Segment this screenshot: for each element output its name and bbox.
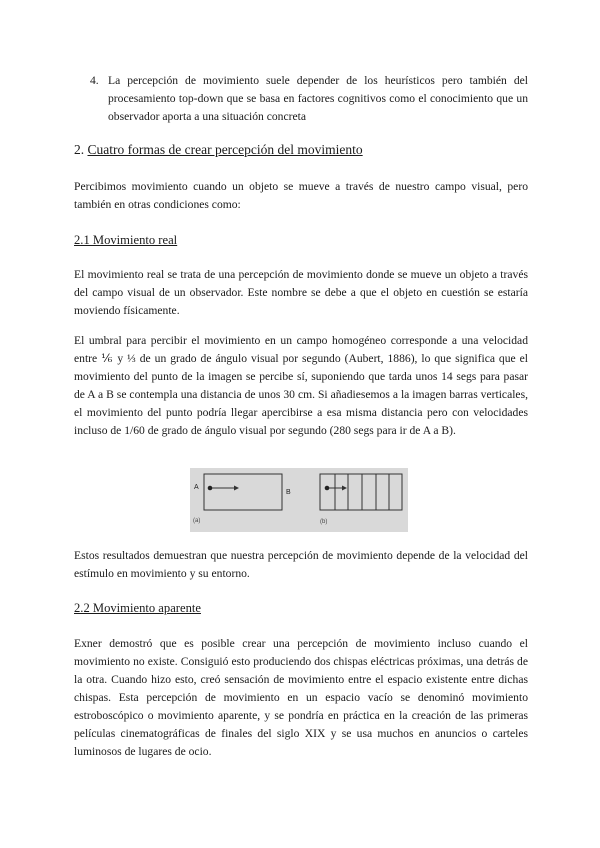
list-item [90,72,528,126]
motion-arrowhead-a [234,486,239,491]
label-a: A [194,484,199,491]
caption-a: (a) [193,518,201,524]
motion-figure [190,468,408,532]
moving-dot-b [325,486,330,491]
motion-figure-drawing [190,468,408,532]
field-rect-a [204,474,282,510]
subsection-heading-movimiento-aparente: 2.2 Movimiento aparente [74,601,201,615]
section-number: 2. [74,142,85,157]
section-title: Cuatro formas de crear percepción del movimiento [87,142,363,157]
paragraph-movimiento-real-1: El movimiento real se trata de una percepción de movimiento donde se mueve un objeto a través del campo visual de un observador. Este nombre se debe a que el objeto en cuestión se estaría moviendo físicamente. [74,268,528,317]
paragraph-movimiento-aparente: Exner demostró que es posible crear una percepción de movimiento incluso cuando el movimiento no existe. Consiguió esto produciendo dos chispas eléctricas próximas, una detrás de la otra. Cuando hizo esto, creó sensación de movimiento entre el espacio existente entre dichas chispas. Esta percepción de movimiento en un espacio vacío se denominó movimiento estroboscópico o movimiento aparente, y se pondría en práctica en la creación de las primeras películas cinematográficas de finales del siglo XIX y se usa muchos en anuncios o carteles luminosos de lugares de ocio. [74,637,528,758]
moving-dot-a [208,486,213,491]
subsection-heading-movimiento-real: 2.1 Movimiento real [74,233,178,247]
paragraph-movimiento-real-3: Estos resultados demuestran que nuestra percepción de movimiento depende de la velocidad del estímulo en movimiento y su entorno. [74,549,528,580]
label-b: B [286,489,291,496]
list-number: 4. [90,74,99,87]
list-text: La percepción de movimiento suele depender de los heurísticos pero también del procesamiento top-down que se basa en factores cognitivos como el conocimiento que un observador aporta a una situación concreta [108,74,528,123]
section-heading [74,142,363,158]
section-intro: Percibimos movimiento cuando un objeto se mueve a través de nuestro campo visual, pero también en otras condiciones como: [74,180,528,211]
motion-arrowhead-b [342,486,347,491]
field-rect-b [320,474,402,510]
paragraph-movimiento-real-2: El umbral para percibir el movimiento en un campo homogéneo corresponde a una velocidad entre ⅙ y ⅓ de un grado de ángulo visual por segundo (Aubert, 1886), lo que significa que el movimiento del punto de la imagen se percibe sí, suponiendo que tarda unos 14 segs para pasar de A a B se contempla una distancia de unos 30 cm. Si añadiesemos a la imagen barras verticales, el movimiento del punto podría llegar apercibirse a esa misma distancia pero con velocidades incluso de 1/60 de grado de ángulo visual por segundo (280 segs para ir de A a B). [74,334,528,437]
caption-b: (b) [320,519,328,525]
